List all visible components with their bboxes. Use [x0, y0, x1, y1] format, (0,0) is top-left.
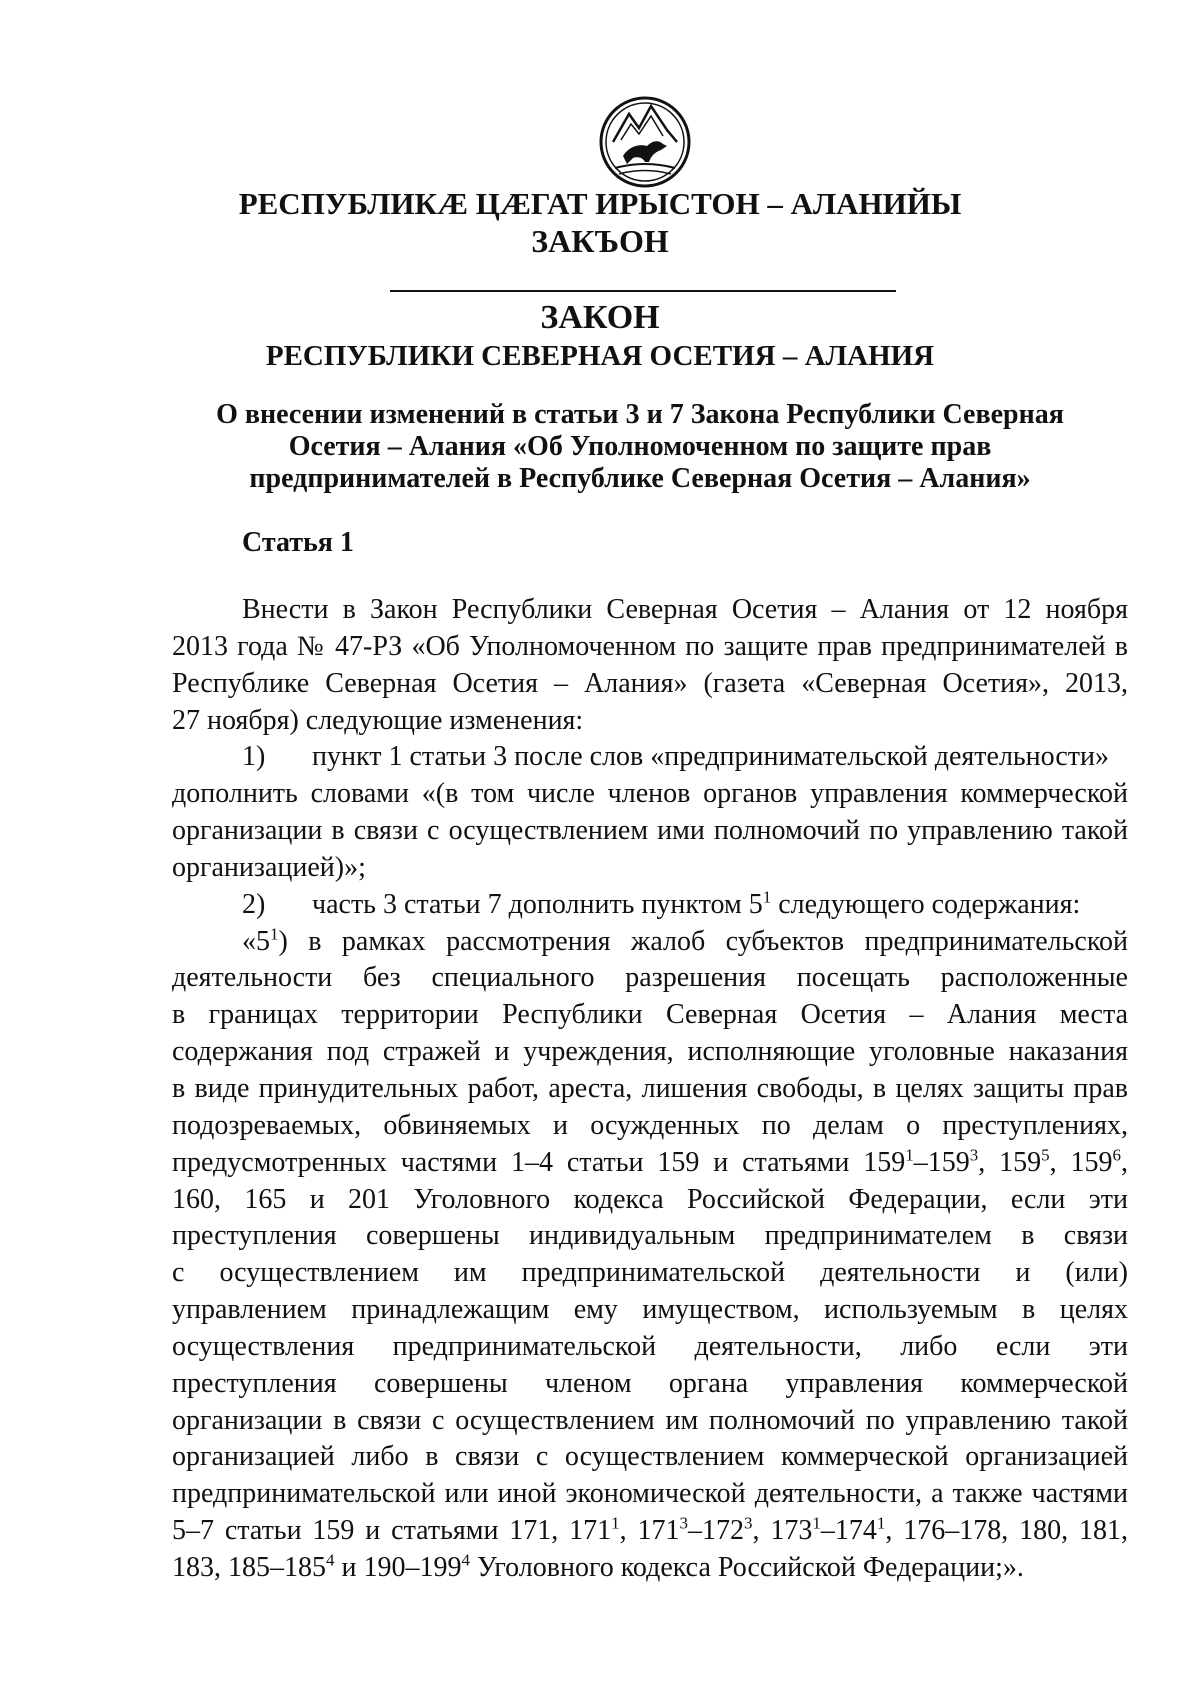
quote-line: преступления совершены индивидуальным предпринимателем в связи [172, 1220, 1128, 1252]
quote-line: 160, 165 и 201 Уголовного кодекса Российской Федерации, если эти [172, 1183, 1128, 1215]
quote-line [172, 924, 1128, 961]
superscript: 4 [461, 1550, 470, 1570]
intro-line: 27 ноября) следующие изменения: [172, 704, 584, 736]
text-fragment: предусмотренных частями 1–4 статьи 159 и статьями 159 [172, 1146, 906, 1178]
quote-line [172, 1513, 1128, 1550]
text-fragment: , [1121, 1146, 1129, 1178]
quote-line [172, 1550, 1128, 1587]
quote-line: преступления совершены членом органа управления коммерческой [172, 1367, 1128, 1399]
superscript: 3 [679, 1513, 689, 1533]
text-fragment: Уголовного кодекса Российской Федерации;». [469, 1551, 1024, 1583]
text-fragment: следующего содержания: [771, 888, 1081, 920]
quote-line: управлением принадлежащим ему имуществом, используемым в целях [172, 1294, 1128, 1326]
ossetian-republic-heading: РЕСПУБЛИКÆ ЦÆГАТ ИРЫСТОН – АЛАНИЙЫ [238, 186, 962, 221]
list-item-text [312, 887, 1080, 924]
item-line: организации в связи с осуществлением ими полномочий по управлению такой [172, 815, 1128, 847]
superscript: 1 [905, 1145, 914, 1165]
text-fragment: 5–7 статьи 159 и статьями 171, 171 [172, 1515, 612, 1547]
text-fragment: , 176–178, 180, 181, [885, 1515, 1129, 1547]
item-line: организацией)»; [172, 851, 366, 883]
superscript: 1 [876, 1513, 886, 1533]
text-fragment: «5 [242, 925, 270, 957]
text-fragment: –174 [820, 1515, 877, 1547]
list-item-1 [172, 739, 1128, 776]
superscript: 3 [969, 1145, 979, 1165]
text-fragment: и 190–199 [334, 1551, 462, 1583]
quote-line: содержания под стражей и учреждения, исполняющие уголовные наказания [172, 1036, 1128, 1068]
intro-line: Внести в Закон Республики Северная Осетия – Алания от 12 ноября [242, 594, 1128, 625]
text-fragment: ) в рамках рассмотрения жалоб субъектов предпринимательской [278, 925, 1128, 957]
superscript: 6 [1112, 1145, 1122, 1165]
list-item-number: 1) [242, 741, 266, 773]
text-fragment: –172 [688, 1515, 745, 1547]
ossetian-law-heading: ЗАКЪОН [531, 223, 669, 259]
text-fragment: –159 [913, 1146, 970, 1178]
text-fragment: 183, 185–185 [172, 1551, 326, 1583]
article-body [172, 592, 1128, 1587]
quote-line: с осуществлением им предпринимательской деятельности и (или) [172, 1257, 1128, 1289]
quote-line: организации в связи с осуществлением им полномочий по управлению такой [172, 1404, 1128, 1436]
quote-line: осуществления предпринимательской деятельности, либо если эти [172, 1330, 1128, 1362]
list-item-text: пункт 1 статьи 3 после слов «предпринимательской деятельности» [312, 741, 1110, 773]
intro-line: 2013 года № 47-РЗ «Об Уполномоченном по защите прав предпринимателей в [172, 630, 1128, 662]
quote-line: подозреваемых, обвиняемых и осужденных по делам о преступлениях, [172, 1109, 1128, 1141]
quote-line: организацией либо в связи с осуществлением коммерческой организацией [172, 1441, 1128, 1473]
north-ossetia-emblem-icon [595, 90, 695, 190]
superscript: 1 [812, 1513, 821, 1533]
law-title-line: Осетия – Алания «Об Уполномоченном по защите прав [288, 431, 992, 462]
divider-line [390, 290, 896, 292]
superscript: 1 [611, 1513, 620, 1533]
law-title-line: предпринимателей в Республике Северная Осетия – Алания» [249, 463, 1031, 494]
superscript: 5 [1041, 1145, 1050, 1165]
russian-law-heading: ЗАКОН [540, 299, 660, 336]
intro-line: Республике Северная Осетия – Алания» (газета «Северная Осетия», 2013, [172, 667, 1128, 699]
quote-line: предпринимательской или иной экономической деятельности, а также частями [172, 1478, 1128, 1510]
list-item-2 [172, 887, 1128, 924]
russian-republic-heading: РЕСПУБЛИКИ СЕВЕРНАЯ ОСЕТИЯ – АЛАНИЯ [265, 340, 935, 372]
text-fragment: , 159 [978, 1146, 1042, 1178]
list-item-number: 2) [242, 888, 266, 920]
text-fragment: часть 3 статьи 7 дополнить пунктом 5 [312, 888, 763, 920]
text-fragment: , 171 [619, 1515, 680, 1547]
quote-line [172, 1145, 1128, 1182]
article-heading: Статья 1 [242, 527, 354, 558]
superscript: 4 [326, 1550, 335, 1570]
text-fragment: , 173 [752, 1515, 813, 1547]
law-title [160, 399, 1120, 495]
superscript: 1 [270, 924, 279, 944]
superscript: 3 [744, 1513, 753, 1533]
law-title-line: О внесении изменений в статьи 3 и 7 Закона Республики Северная [216, 399, 1064, 430]
text-fragment: , 159 [1049, 1146, 1113, 1178]
quote-line: в виде принудительных работ, ареста, лишения свободы, в целях защиты прав [172, 1072, 1128, 1104]
quote-line: деятельности без специального разрешения посещать расположенные [172, 962, 1128, 994]
superscript: 1 [762, 887, 772, 907]
item-line: дополнить словами «(в том числе членов органов управления коммерческой [172, 778, 1128, 810]
quote-line: в границах территории Республики Северная Осетия – Алания места [172, 999, 1128, 1031]
